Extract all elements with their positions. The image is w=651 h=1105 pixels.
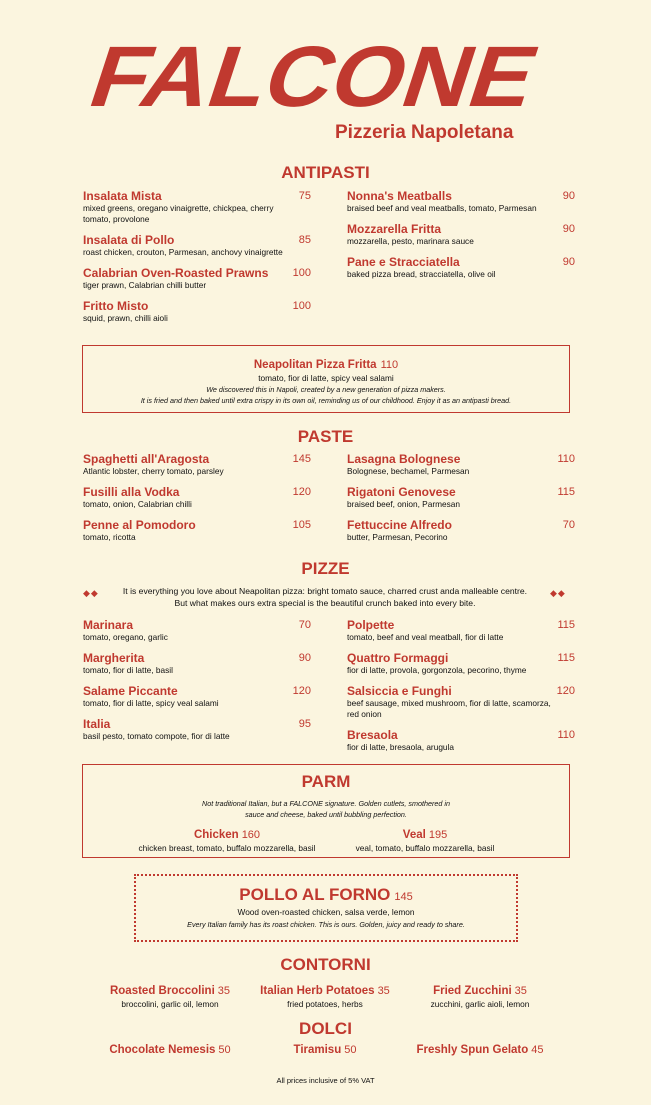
parm-veal-name: Veal	[402, 829, 426, 841]
menu-item	[83, 189, 311, 225]
menu-item-desc: butter, Parmesan, Pecorino	[347, 532, 448, 542]
dolci-item-name: Freshly Spun Gelato	[416, 1044, 529, 1056]
menu-item	[347, 255, 575, 280]
menu-item-name: Fritto Misto	[83, 299, 149, 313]
menu-item-desc: basil pesto, tomato compote, fior di latte	[83, 731, 230, 741]
menu-item-desc: mixed greens, oregano vinaigrette, chickpea, cherry tomato, provolone	[83, 203, 274, 224]
logo-text: FALCONE	[80, 28, 521, 116]
pizze-intro	[80, 585, 570, 609]
menu-item-name: Insalata Mista	[83, 189, 162, 203]
menu-item	[347, 618, 575, 643]
menu-item-price: 70	[298, 619, 311, 631]
menu-item-desc: Bolognese, bechamel, Parmesan	[347, 466, 470, 476]
pizza-fritta-box	[82, 345, 570, 413]
pollo-price: 145	[394, 891, 413, 903]
menu-item-price: 115	[557, 652, 575, 664]
menu-item-name: Fusilli alla Vodka	[83, 485, 180, 499]
menu-item-name: Mozzarella Fritta	[347, 222, 442, 236]
menu-item-price: 90	[562, 190, 575, 202]
menu-item	[83, 684, 311, 709]
menu-item-desc: Atlantic lobster, cherry tomato, parsley	[83, 466, 224, 476]
parm-note-2: sauce and cheese, baked until bubbling perfection.	[245, 810, 407, 819]
menu-item-price: 145	[292, 453, 311, 465]
menu-item-desc: braised beef, onion, Parmesan	[347, 499, 461, 509]
dolci-item-price: 45	[531, 1044, 544, 1056]
menu-item-price: 105	[292, 519, 311, 531]
dolci-item	[385, 1040, 575, 1058]
menu-item-name: Fettuccine Alfredo	[347, 518, 452, 532]
pizze-title: PIZZE	[301, 559, 350, 578]
menu-item	[83, 452, 311, 477]
menu-item-name: Italia	[83, 717, 111, 731]
pollo-box	[134, 874, 518, 942]
contorni-item-name: Roasted Broccolini	[109, 985, 215, 997]
menu-item-name: Penne al Pomodoro	[83, 518, 196, 532]
antipasti-right-column	[347, 189, 575, 288]
pizze-intro-line-2: But what makes ours extra special is the beautiful crunch baked into every bite.	[174, 598, 476, 608]
menu-item-name: Nonna's Meatballs	[347, 189, 452, 203]
menu-item-desc: squid, prawn, chilli aioli	[83, 313, 168, 323]
pizze-left-column	[83, 618, 311, 750]
menu-item-price: 120	[292, 685, 311, 697]
menu-item-price: 90	[562, 256, 575, 268]
contorni-item-name: Fried Zucchini	[433, 985, 512, 997]
pizza-fritta-desc: tomato, fior di latte, spicy veal salami	[258, 373, 394, 383]
menu-item-price: 110	[557, 729, 575, 741]
pollo-desc: Wood oven-roasted chicken, salsa verde, lemon	[237, 907, 415, 917]
menu-item-name: Bresaola	[347, 728, 398, 742]
menu-item	[83, 618, 311, 643]
contorni-title: CONTORNI	[280, 955, 371, 974]
menu-item	[347, 684, 575, 720]
menu-item	[347, 485, 575, 510]
dolci-title: DOLCI	[299, 1019, 352, 1038]
parm-veal-price: 195	[428, 829, 448, 841]
pizze-right-column	[347, 618, 575, 761]
pizza-fritta-name: Neapolitan Pizza Fritta	[253, 359, 377, 371]
menu-item-price: 115	[557, 619, 575, 631]
menu-item-name: Quattro Formaggi	[347, 651, 449, 665]
menu-item-price: 100	[292, 300, 311, 312]
pollo-title: POLLO AL FORNO	[239, 885, 391, 904]
menu-item-price: 85	[298, 234, 311, 246]
menu-item-price: 90	[298, 652, 311, 664]
menu-item	[347, 189, 575, 214]
contorni-item	[385, 981, 575, 1010]
menu-item-price: 90	[562, 223, 575, 235]
antipasti-left-column	[83, 189, 311, 332]
paste-title: PASTE	[297, 427, 354, 446]
menu-item-desc: tomato, fior di latte, spicy veal salami	[83, 698, 219, 708]
menu-item-desc: mozzarella, pesto, marinara sauce	[347, 236, 474, 246]
menu-item-desc: fior di latte, provola, gorgonzola, pecorino, thyme	[347, 665, 527, 675]
menu-item-price: 75	[298, 190, 311, 202]
parm-chicken-price: 160	[241, 829, 261, 841]
contorni-item-price: 35	[217, 985, 231, 997]
menu-item-desc: braised beef and veal meatballs, tomato, Parmesan	[347, 203, 537, 213]
menu-item	[83, 233, 311, 258]
menu-item-name: Spaghetti all'Aragosta	[83, 452, 210, 466]
menu-item-desc: tomato, fior di latte, basil	[83, 665, 173, 675]
menu-item	[83, 485, 311, 510]
contorni-item-desc: fried potatoes, herbs	[287, 999, 363, 1009]
diamond-ornament-right: ◆◆	[550, 588, 566, 598]
contorni-item-price: 35	[514, 985, 527, 997]
menu-item	[347, 222, 575, 247]
menu-item-name: Calabrian Oven-Roasted Prawns	[83, 266, 269, 280]
menu-item-desc: tomato, onion, Calabrian chilli	[83, 499, 192, 509]
menu-item	[83, 266, 311, 291]
menu-item-desc: tiger prawn, Calabrian chilli butter	[83, 280, 207, 290]
menu-item-name: Insalata di Pollo	[83, 233, 175, 247]
diamond-ornament-left: ◆◆	[83, 588, 99, 598]
menu-item-price: 115	[557, 486, 575, 498]
menu-item-desc: tomato, ricotta	[83, 532, 136, 542]
menu-item-price: 120	[292, 486, 311, 498]
menu-item-price: 70	[562, 519, 575, 531]
parm-veal	[315, 825, 535, 854]
parm-chicken	[117, 825, 337, 854]
menu-item	[347, 651, 575, 676]
contorni-item-desc: broccolini, garlic oil, lemon	[121, 999, 219, 1009]
parm-veal-desc: veal, tomato, buffalo mozzarella, basil	[355, 843, 495, 853]
menu-item-name: Salame Piccante	[83, 684, 178, 698]
menu-item	[347, 452, 575, 477]
menu-item-desc: tomato, beef and veal meatball, fior di latte	[347, 632, 504, 642]
pizze-intro-line-1: It is everything you love about Neapolitan pizza: bright tomato sauce, charred crust anda malleable centre.	[122, 586, 528, 596]
menu-item-price: 120	[556, 685, 575, 697]
paste-right-column	[347, 452, 575, 551]
subtitle: Pizzeria Napoletana	[335, 122, 514, 143]
pizza-fritta-note-2: It is fried and then baked until extra crispy in its own oil, reminding us of our childhood. Enjoy it as an antipasti bread.	[140, 396, 512, 405]
menu-item-desc: baked pizza bread, stracciatella, olive oil	[347, 269, 496, 279]
menu-item	[83, 651, 311, 676]
menu-item	[347, 728, 575, 753]
parm-chicken-desc: chicken breast, tomato, buffalo mozzarella, basil	[138, 843, 316, 853]
contorni-item-name: Italian Herb Potatoes	[260, 985, 375, 997]
parm-chicken-name: Chicken	[193, 829, 239, 841]
menu-item-desc: fior di latte, bresaola, arugula	[347, 742, 455, 752]
contorni-item-price: 35	[377, 985, 390, 997]
antipasti-title: ANTIPASTI	[281, 163, 370, 182]
falcone-logo	[80, 28, 570, 116]
menu-item-name: Lasagna Bolognese	[347, 452, 461, 466]
pizza-fritta-note-1: We discovered this in Napoli, created by a new generation of pizza makers.	[206, 385, 446, 394]
menu-item-desc: tomato, oregano, garlic	[83, 632, 168, 642]
menu-item-name: Margherita	[83, 651, 145, 665]
menu-item-price: 95	[298, 718, 311, 730]
paste-left-column	[83, 452, 311, 551]
vat-note: All prices inclusive of 5% VAT	[276, 1076, 375, 1085]
contorni-item-desc: zucchini, garlic aioli, lemon	[430, 999, 530, 1009]
menu-item	[347, 518, 575, 543]
dolci-item-name: Chocolate Nemesis	[109, 1044, 216, 1056]
menu-item-name: Polpette	[347, 618, 395, 632]
menu-item-price: 110	[557, 453, 575, 465]
pollo-note: Every Italian family has its roast chicken. This is ours. Golden, juicy and ready to share.	[187, 920, 465, 929]
menu-item-name: Marinara	[83, 618, 134, 632]
parm-note-1: Not traditional Italian, but a FALCONE signature. Golden cutlets, smothered in	[202, 799, 450, 808]
menu-item	[83, 518, 311, 543]
dolci-item-price: 50	[218, 1044, 231, 1056]
menu-item-name: Salsiccia e Funghi	[347, 684, 452, 698]
menu-item-name: Rigatoni Genovese	[347, 485, 456, 499]
menu-item-desc: roast chicken, crouton, Parmesan, anchovy vinaigrette	[83, 247, 283, 257]
pizza-fritta-price: 110	[380, 359, 399, 371]
dolci-item-name: Tiramisu	[293, 1044, 342, 1056]
menu-item-name: Pane e Stracciatella	[347, 255, 460, 269]
dolci-item-price: 50	[344, 1044, 357, 1056]
menu-item	[83, 299, 311, 324]
menu-item	[83, 717, 311, 742]
menu-item-desc: beef sausage, mixed mushroom, fior di latte, scamorza, red onion	[347, 698, 551, 719]
menu-item-price: 100	[292, 267, 311, 279]
parm-title: PARM	[301, 772, 351, 791]
